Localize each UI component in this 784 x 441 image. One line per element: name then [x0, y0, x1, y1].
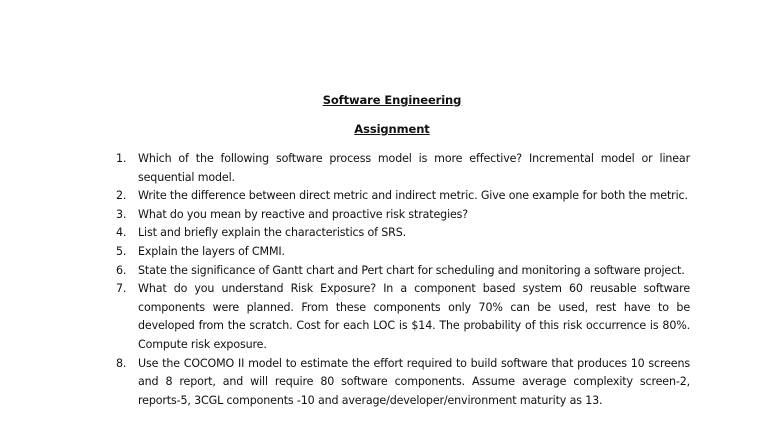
question-number: 2.: [116, 189, 127, 203]
question-text: State the significance of Gantt chart and Pert chart for scheduling and monitoring a software project.: [138, 263, 685, 277]
question-number: 3.: [116, 207, 127, 221]
question-text: What do you mean by reactive and proactive risk strategies?: [138, 207, 469, 221]
question-item: [116, 355, 690, 411]
question-item: [116, 262, 690, 281]
document-subtitle: Assignment: [354, 122, 430, 136]
question-item: [116, 224, 690, 243]
question-item: [116, 243, 690, 262]
question-text: Explain the layers of CMMI.: [138, 244, 285, 258]
question-text: What do you understand Risk Exposure? In a component based system 60 reusable software components were planned. From these components only 70% can be used, rest have to be developed from the scratch. Cost for each LOC is $14. The probability of this risk occurrence is 80%. Compute risk exposure.: [138, 282, 690, 351]
question-list: [116, 150, 690, 410]
question-item: [116, 187, 690, 206]
question-number: 6.: [116, 263, 127, 277]
question-text: Which of the following software process model is more effective? Incremental model or linear sequential model.: [138, 152, 690, 184]
question-text: Use the COCOMO II model to estimate the effort required to build software that produces 10 screens and 8 report, and will require 80 software components. Assume average complexity screen-2, reports-5, 3CGL components -10 and average/developer/environment maturity as 13.: [138, 356, 690, 407]
question-number: 8.: [116, 356, 127, 370]
question-number: 1.: [116, 152, 127, 165]
question-number: 4.: [116, 226, 127, 240]
document-title: Software Engineering: [322, 93, 462, 107]
question-text: Write the difference between direct metric and indirect metric. Give one example for both the metric.: [138, 189, 688, 203]
question-item: [116, 150, 690, 187]
question-number: 5.: [116, 244, 127, 258]
question-number: 7.: [116, 282, 127, 296]
question-item: [116, 280, 690, 354]
question-item: [116, 206, 690, 225]
question-text: List and briefly explain the characteristics of SRS.: [138, 226, 406, 240]
